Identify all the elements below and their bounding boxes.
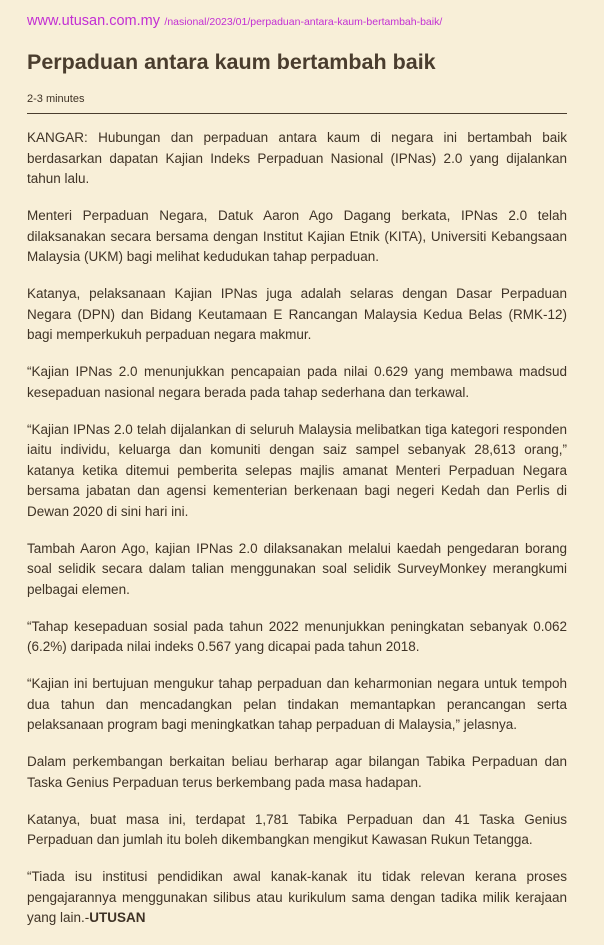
paragraph: Menteri Perpaduan Negara, Datuk Aaron Ago Dagang berkata, IPNas 2.0 telah dilaksanakan secara bersama dengan Institut Kajian Etnik (KITA), Universiti Kebangsaan Malaysia (UKM) bagi melihat kedudukan tahap perpaduan. xyxy=(27,208,567,264)
paragraph: Dalam perkembangan berkaitan beliau berharap agar bilangan Tabika Perpaduan dan Taska Genius Perpaduan terus berkembang pada masa hadapan. xyxy=(27,754,567,790)
read-time: 2-3 minutes xyxy=(27,93,85,105)
paragraph: “Kajian IPNas 2.0 telah dijalankan di seluruh Malaysia melibatkan tiga kategori responden iaitu individu, keluarga dan komuniti dengan saiz sampel sebanyak 28,613 orang,” katanya ketika ditemui pemberita selepas majlis amanat Menteri Perpaduan Negara bersama jabatan dan agensi kementerian berkenaan bagi negeri Kedah dan Perlis di Dewan 2020 di sini hari ini. xyxy=(27,421,567,519)
byline: UTUSAN xyxy=(89,910,146,925)
paragraph: Katanya, buat masa ini, terdapat 1,781 Tabika Perpaduan dan 41 Taska Genius Perpaduan dan jumlah itu boleh dikembangkan mengikut Kawasan Rukun Tetangga. xyxy=(27,811,567,847)
paragraph: “Kajian ini bertujuan mengukur tahap perpaduan dan keharmonian negara untuk tempoh dua tahun dan mencadangkan pelan tindakan memantapkan perancangan serta pelaksanaan program bagi meningkatkan tahap perpaduan di Malaysia,” jelasnya. xyxy=(27,676,567,732)
article-title: Perpaduan antara kaum bertambah baik xyxy=(27,50,436,74)
paragraph: Tambah Aaron Ago, kajian IPNas 2.0 dilaksanakan melalui kaedah pengedaran borang soal selidik secara dalam talian menggunakan soal selidik SurveyMonkey merangkumi pelbagai elemen. xyxy=(27,540,567,597)
article-body xyxy=(27,128,567,929)
paragraph: “Tahap kesepaduan sosial pada tahun 2022 menunjukkan peningkatan sebanyak 0.062 (6.2%) daripada nilai indeks 0.567 yang dicapai pada tahun 2018. xyxy=(27,618,567,654)
source-domain-link[interactable]: www.utusan.com.my xyxy=(27,13,160,29)
source-path-link[interactable]: /nasional/2023/01/perpaduan-antara-kaum-bertambah-baik/ xyxy=(164,16,443,28)
paragraph: KANGAR: Hubungan dan perpaduan antara kaum di negara ini bertambah baik berdasarkan dapatan Kajian Indeks Perpaduan Nasional (IPNas) 2.0 yang dijalankan tahun lalu. xyxy=(27,130,567,186)
paragraph-final xyxy=(27,867,567,929)
reader-page xyxy=(27,0,567,945)
paragraph-final-text: “Tiada isu institusi pendidikan awal kanak-kanak itu tidak relevan kerana proses pengajarannya menggunakan silibus atau kurikulum sama dengan tadika milik kerajaan yang lain.- xyxy=(27,869,567,925)
source-url xyxy=(27,13,567,29)
divider xyxy=(27,113,567,114)
paragraph: Katanya, pelaksanaan Kajian IPNas juga adalah selaras dengan Dasar Perpaduan Negara (DPN) dan Bidang Keutamaan E Rancangan Malaysia Kedua Belas (RMK-12) bagi memperkukuh perpaduan negara makmur. xyxy=(27,286,567,342)
paragraph: “Kajian IPNas 2.0 menunjukkan pencapaian pada nilai 0.629 yang membawa madsud kesepaduan nasional negara berada pada tahap sederhana dan terkawal. xyxy=(27,364,567,400)
